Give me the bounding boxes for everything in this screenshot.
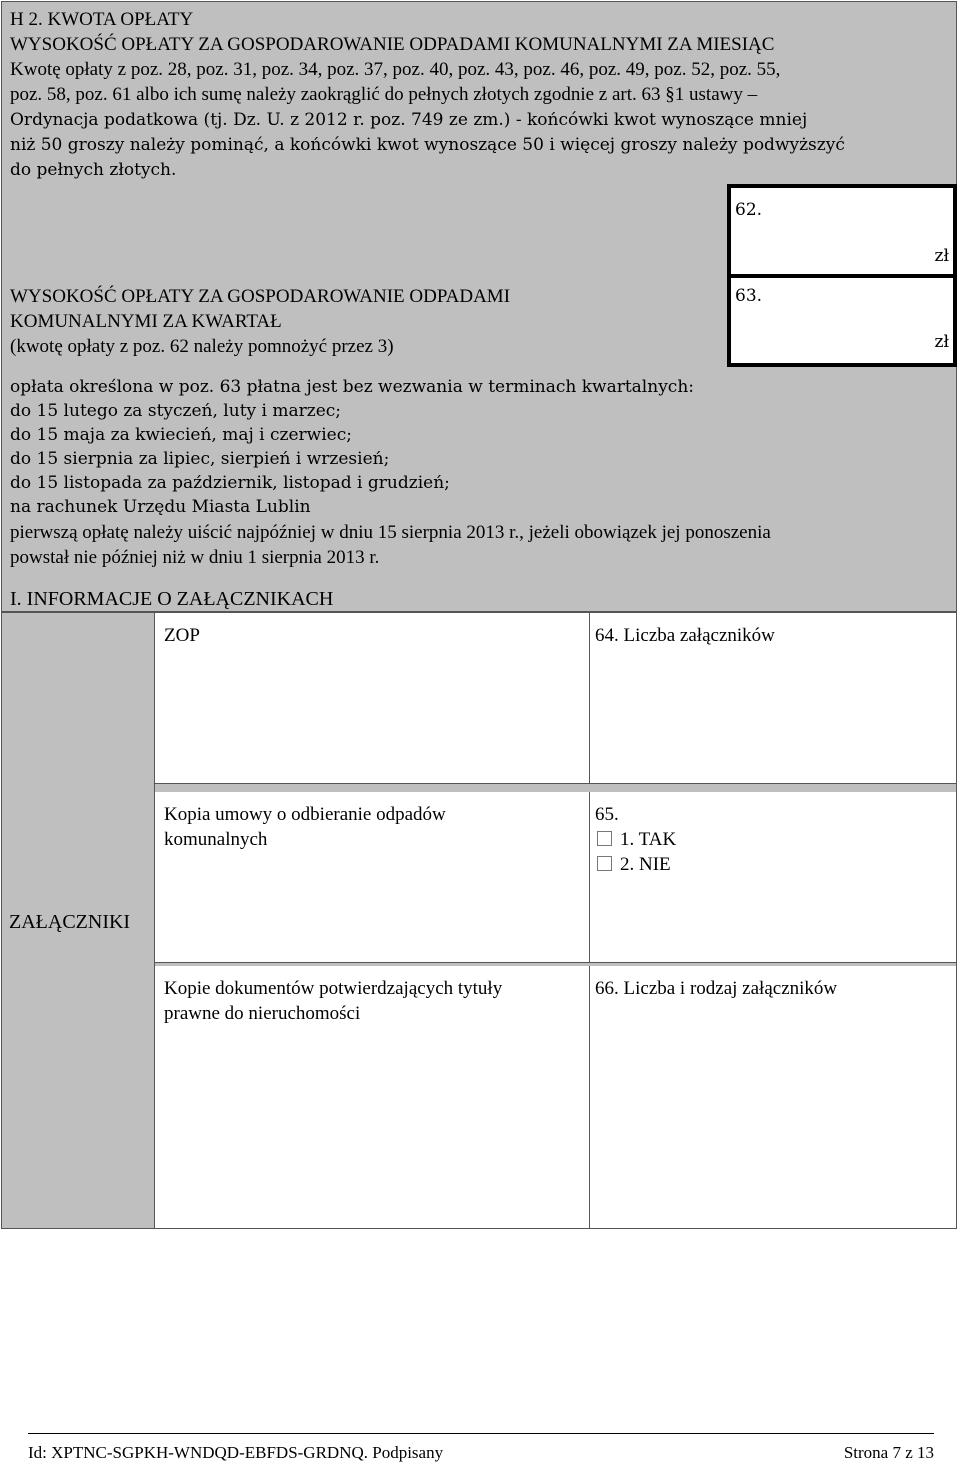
payment-terms-line: na rachunek Urzędu Miasta Lublin	[10, 497, 311, 517]
page-number: Strona 7 z 13	[843, 1443, 934, 1462]
field-62-unit: zł	[934, 246, 949, 266]
attachment-row-zop	[155, 613, 956, 784]
option-tak-label: 1. TAK	[620, 829, 677, 850]
attachments-table	[1, 612, 957, 1229]
field-64[interactable]	[589, 613, 956, 783]
attachment-desc	[155, 966, 590, 1228]
checkbox-tak[interactable]	[597, 831, 612, 846]
instruction-line: poz. 58, poz. 61 albo ich sumę należy zaokrąglić do pełnych złotych zgodnie z art. 63 §1 ustawy –	[10, 84, 758, 105]
field-64-label: 64. Liczba załączników	[595, 625, 775, 646]
instruction-line: niż 50 groszy należy pominąć, a końcówki kwot wynoszące 50 i więcej groszy należy podwyższyć	[10, 135, 845, 155]
attachments-side-label: ZAŁĄCZNIKI	[9, 911, 131, 933]
field-66[interactable]	[589, 966, 956, 1228]
attachment-desc-line: ZOP	[164, 625, 200, 646]
instruction-line: do pełnych złotych.	[10, 160, 177, 180]
attachment-row-contract	[155, 792, 956, 963]
attachment-desc	[155, 792, 590, 962]
attachment-desc-line: prawne do nieruchomości	[164, 1003, 361, 1024]
quarterly-heading: KOMUNALNYMI ZA KWARTAŁ	[10, 311, 282, 332]
field-63[interactable]	[731, 278, 953, 363]
payment-terms-line: powstał nie później niż w dniu 1 sierpnia 2013 r.	[10, 547, 380, 568]
attachment-desc	[155, 613, 590, 783]
payment-terms-line: pierwszą opłatę należy uiścić najpóźniej w dniu 15 sierpnia 2013 r., jeżeli obowiązek jej ponoszenia	[10, 522, 771, 543]
payment-terms-line: opłata określona w poz. 63 płatna jest bez wezwania w terminach kwartalnych:	[10, 377, 694, 397]
instruction-line: Kwotę opłaty z poz. 28, poz. 31, poz. 34, poz. 37, poz. 40, poz. 43, poz. 46, poz. 49, poz. 52, poz. 55,	[10, 59, 781, 80]
option-tak[interactable]	[597, 827, 676, 852]
field-63-unit: zł	[934, 332, 949, 352]
option-nie[interactable]	[597, 852, 671, 877]
attachment-desc-line: Kopia umowy o odbieranie odpadów	[164, 804, 446, 825]
attachment-desc-line: Kopie dokumentów potwierdzających tytuły	[164, 978, 503, 999]
payment-terms-line: do 15 maja za kwiecień, maj i czerwiec;	[10, 425, 352, 445]
row-separator	[155, 784, 956, 792]
payment-terms-line: do 15 lutego za styczeń, luty i marzec;	[10, 401, 342, 421]
field-65	[589, 792, 956, 962]
instruction-line: Ordynacja podatkowa (tj. Dz. U. z 2012 r. poz. 749 ze zm.) - końcówki kwot wynoszące mniej	[10, 110, 808, 130]
attachments-side-column	[2, 613, 155, 1228]
field-63-number: 63.	[735, 286, 763, 306]
quarterly-heading: WYSOKOŚĆ OPŁATY ZA GOSPODAROWANIE ODPADAMI	[10, 286, 511, 307]
checkbox-nie[interactable]	[597, 856, 612, 871]
monthly-heading: WYSOKOŚĆ OPŁATY ZA GOSPODAROWANIE ODPADAMI KOMUNALNYMI ZA MIESIĄC	[10, 34, 775, 55]
attachment-row-title-docs	[155, 966, 956, 1228]
field-66-label: 66. Liczba i rodzaj załączników	[595, 978, 838, 999]
field-62[interactable]	[731, 188, 953, 274]
document-id: Id: XPTNC-SGPKH-WNDQD-EBFDS-GRDNQ. Podpisany	[28, 1443, 444, 1462]
footer-rule	[28, 1433, 934, 1434]
field-65-label: 65.	[595, 804, 619, 825]
section-i-title: I. INFORMACJE O ZAŁĄCZNIKACH	[10, 588, 334, 610]
field-62-number: 62.	[735, 200, 763, 220]
attachment-desc-line: komunalnych	[164, 829, 268, 850]
payment-terms-line: do 15 sierpnia za lipiec, sierpień i wrzesień;	[10, 449, 390, 469]
option-nie-label: 2. NIE	[620, 854, 671, 875]
section-h-title: H 2. KWOTA OPŁATY	[10, 9, 194, 30]
quarterly-note: (kwotę opłaty z poz. 62 należy pomnożyć przez 3)	[10, 336, 394, 357]
payment-terms-line: do 15 listopada za październik, listopad i grudzień;	[10, 473, 450, 493]
amount-fields	[727, 184, 957, 367]
